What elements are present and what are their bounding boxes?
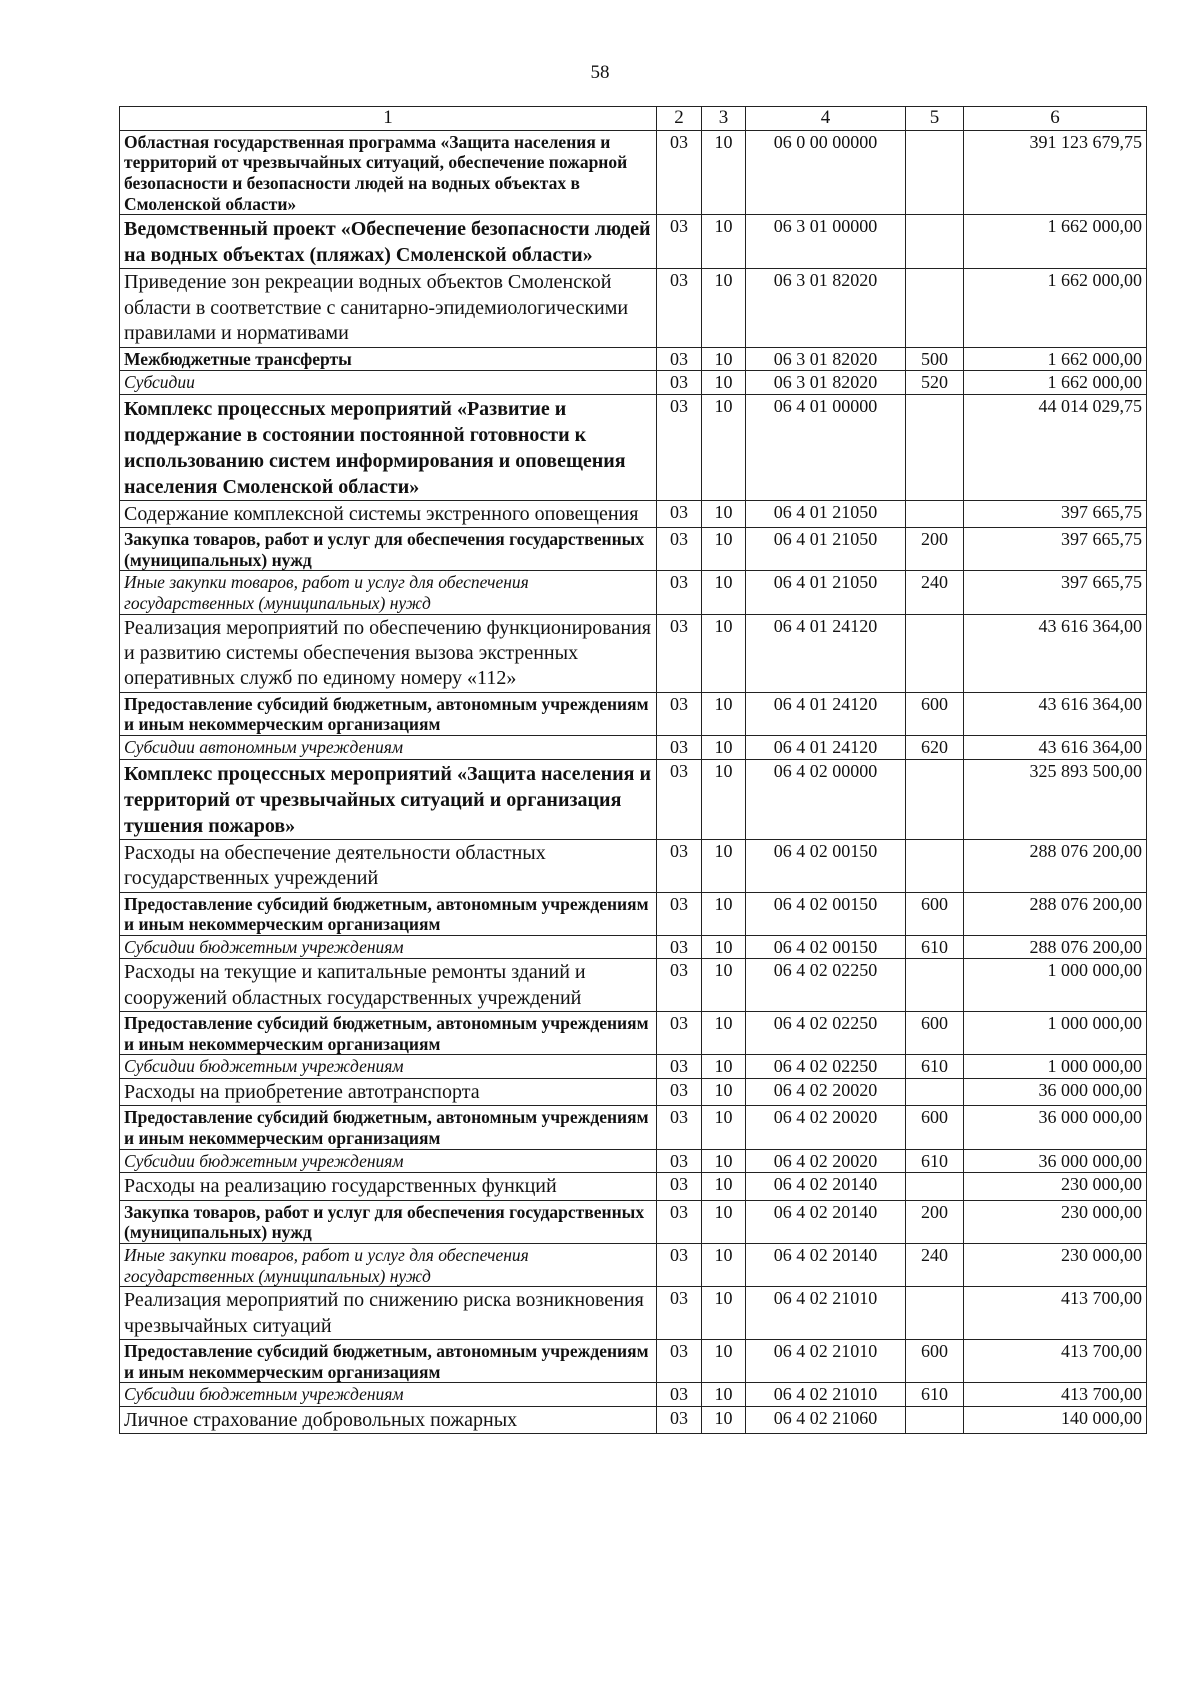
amount-cell: 36 000 000,00 <box>964 1149 1147 1173</box>
row-name-cell: Приведение зон рекреации водных объектов Смоленской области в соответствие с санитарно-эпидемиологическими правилами и нормативами <box>120 269 657 347</box>
table-row <box>120 614 1147 692</box>
table-row <box>120 1406 1147 1433</box>
target-article-cell: 06 4 01 00000 <box>746 394 906 500</box>
expense-type-cell: 600 <box>906 692 964 735</box>
section-code-cell: 03 <box>657 1200 702 1243</box>
amount-cell: 36 000 000,00 <box>964 1079 1147 1106</box>
table-row <box>120 839 1147 892</box>
table-row <box>120 130 1147 215</box>
amount-cell: 43 616 364,00 <box>964 736 1147 760</box>
section-code-cell: 03 <box>657 1243 702 1286</box>
amount-cell: 1 000 000,00 <box>964 1055 1147 1079</box>
header-row <box>120 107 1147 131</box>
table-row <box>120 1243 1147 1286</box>
expense-type-cell: 240 <box>906 1243 964 1286</box>
row-name-cell: Субсидии бюджетным учреждениям <box>120 935 657 959</box>
section-code-cell: 03 <box>657 692 702 735</box>
expense-type-cell <box>906 839 964 892</box>
table-row <box>120 1200 1147 1243</box>
amount-cell: 397 665,75 <box>964 500 1147 527</box>
subsection-code-cell: 10 <box>702 1055 746 1079</box>
amount-cell: 397 665,75 <box>964 571 1147 614</box>
expense-type-cell: 200 <box>906 1200 964 1243</box>
row-name-cell: Комплекс процессных мероприятий «Защита населения и территорий от чрезвычайных ситуаций и организация тушения пожаров» <box>120 759 657 839</box>
header-col-4: 4 <box>746 107 906 131</box>
section-code-cell: 03 <box>657 1383 702 1407</box>
expense-type-cell: 610 <box>906 1055 964 1079</box>
section-code-cell: 03 <box>657 892 702 935</box>
table-row <box>120 347 1147 371</box>
amount-cell: 1 662 000,00 <box>964 347 1147 371</box>
target-article-cell: 06 3 01 82020 <box>746 347 906 371</box>
amount-cell: 230 000,00 <box>964 1243 1147 1286</box>
expense-type-cell <box>906 394 964 500</box>
target-article-cell: 06 4 02 00150 <box>746 892 906 935</box>
table-row <box>120 1079 1147 1106</box>
target-article-cell: 06 4 01 24120 <box>746 614 906 692</box>
target-article-cell: 06 4 02 21060 <box>746 1406 906 1433</box>
amount-cell: 1 662 000,00 <box>964 269 1147 347</box>
expense-type-cell <box>906 500 964 527</box>
expense-type-cell: 620 <box>906 736 964 760</box>
expense-type-cell <box>906 1173 964 1200</box>
row-name-cell: Расходы на реализацию государственных функций <box>120 1173 657 1200</box>
subsection-code-cell: 10 <box>702 839 746 892</box>
target-article-cell: 06 4 02 00150 <box>746 935 906 959</box>
expense-type-cell: 610 <box>906 1383 964 1407</box>
expense-type-cell <box>906 614 964 692</box>
section-code-cell: 03 <box>657 130 702 215</box>
section-code-cell: 03 <box>657 1106 702 1149</box>
amount-cell: 413 700,00 <box>964 1287 1147 1340</box>
table-row <box>120 892 1147 935</box>
target-article-cell: 06 4 02 21010 <box>746 1287 906 1340</box>
section-code-cell: 03 <box>657 1055 702 1079</box>
table-row <box>120 269 1147 347</box>
section-code-cell: 03 <box>657 1287 702 1340</box>
subsection-code-cell: 10 <box>702 614 746 692</box>
row-name-cell: Расходы на обеспечение деятельности областных государственных учреждений <box>120 839 657 892</box>
row-name-cell: Закупка товаров, работ и услуг для обеспечения государственных (муниципальных) нужд <box>120 1200 657 1243</box>
subsection-code-cell: 10 <box>702 1340 746 1383</box>
subsection-code-cell: 10 <box>702 571 746 614</box>
row-name-cell: Предоставление субсидий бюджетным, автономным учреждениям и иным некоммерческим организациям <box>120 1340 657 1383</box>
subsection-code-cell: 10 <box>702 1287 746 1340</box>
amount-cell: 1 662 000,00 <box>964 371 1147 395</box>
expense-type-cell <box>906 1406 964 1433</box>
expense-type-cell <box>906 130 964 215</box>
expense-type-cell <box>906 215 964 269</box>
subsection-code-cell: 10 <box>702 347 746 371</box>
page-number: 58 <box>590 62 610 83</box>
table-row <box>120 1287 1147 1340</box>
subsection-code-cell: 10 <box>702 1200 746 1243</box>
table-row <box>120 371 1147 395</box>
target-article-cell: 06 4 02 20140 <box>746 1200 906 1243</box>
row-name-cell: Областная государственная программа «Защита населения и территорий от чрезвычайных ситуаций, обеспечение пожарной безопасности и безопасности людей на водных объектах в Смоленской области» <box>120 130 657 215</box>
header-col-6: 6 <box>964 107 1147 131</box>
amount-cell: 140 000,00 <box>964 1406 1147 1433</box>
row-name-cell: Личное страхование добровольных пожарных <box>120 1406 657 1433</box>
section-code-cell: 03 <box>657 1149 702 1173</box>
row-name-cell: Ведомственный проект «Обеспечение безопасности людей на водных объектах (пляжах) Смоленской области» <box>120 215 657 269</box>
expense-type-cell: 600 <box>906 1340 964 1383</box>
section-code-cell: 03 <box>657 394 702 500</box>
expense-type-cell <box>906 1079 964 1106</box>
target-article-cell: 06 4 02 20020 <box>746 1079 906 1106</box>
table-row <box>120 215 1147 269</box>
target-article-cell: 06 4 02 20140 <box>746 1173 906 1200</box>
row-name-cell: Предоставление субсидий бюджетным, автономным учреждениям и иным некоммерческим организациям <box>120 692 657 735</box>
row-name-cell: Субсидии бюджетным учреждениям <box>120 1055 657 1079</box>
target-article-cell: 06 4 02 02250 <box>746 1055 906 1079</box>
expense-type-cell: 240 <box>906 571 964 614</box>
table-row <box>120 692 1147 735</box>
row-name-cell: Закупка товаров, работ и услуг для обеспечения государственных (муниципальных) нужд <box>120 528 657 571</box>
section-code-cell: 03 <box>657 959 702 1012</box>
table-row <box>120 959 1147 1012</box>
amount-cell: 325 893 500,00 <box>964 759 1147 839</box>
target-article-cell: 06 4 01 24120 <box>746 692 906 735</box>
amount-cell: 44 014 029,75 <box>964 394 1147 500</box>
amount-cell: 288 076 200,00 <box>964 892 1147 935</box>
subsection-code-cell: 10 <box>702 130 746 215</box>
subsection-code-cell: 10 <box>702 1406 746 1433</box>
subsection-code-cell: 10 <box>702 394 746 500</box>
row-name-cell: Реализация мероприятий по снижению риска возникновения чрезвычайных ситуаций <box>120 1287 657 1340</box>
section-code-cell: 03 <box>657 571 702 614</box>
section-code-cell: 03 <box>657 614 702 692</box>
subsection-code-cell: 10 <box>702 1079 746 1106</box>
row-name-cell: Содержание комплексной системы экстренного оповещения <box>120 500 657 527</box>
row-name-cell: Субсидии <box>120 371 657 395</box>
subsection-code-cell: 10 <box>702 1012 746 1055</box>
section-code-cell: 03 <box>657 759 702 839</box>
expense-type-cell: 600 <box>906 1012 964 1055</box>
row-name-cell: Расходы на приобретение автотранспорта <box>120 1079 657 1106</box>
table-row <box>120 736 1147 760</box>
row-name-cell: Межбюджетные трансферты <box>120 347 657 371</box>
section-code-cell: 03 <box>657 347 702 371</box>
target-article-cell: 06 4 01 24120 <box>746 736 906 760</box>
section-code-cell: 03 <box>657 500 702 527</box>
target-article-cell: 06 4 01 21050 <box>746 500 906 527</box>
target-article-cell: 06 4 01 21050 <box>746 528 906 571</box>
header-col-2: 2 <box>657 107 702 131</box>
expense-type-cell <box>906 1287 964 1340</box>
target-article-cell: 06 4 01 21050 <box>746 571 906 614</box>
target-article-cell: 06 4 02 21010 <box>746 1383 906 1407</box>
amount-cell: 1 662 000,00 <box>964 215 1147 269</box>
expense-type-cell: 600 <box>906 1106 964 1149</box>
row-name-cell: Субсидии бюджетным учреждениям <box>120 1149 657 1173</box>
subsection-code-cell: 10 <box>702 736 746 760</box>
amount-cell: 397 665,75 <box>964 528 1147 571</box>
row-name-cell: Субсидии автономным учреждениям <box>120 736 657 760</box>
amount-cell: 413 700,00 <box>964 1340 1147 1383</box>
section-code-cell: 03 <box>657 1079 702 1106</box>
target-article-cell: 06 4 02 20020 <box>746 1106 906 1149</box>
section-code-cell: 03 <box>657 269 702 347</box>
amount-cell: 391 123 679,75 <box>964 130 1147 215</box>
expense-type-cell <box>906 959 964 1012</box>
section-code-cell: 03 <box>657 839 702 892</box>
target-article-cell: 06 3 01 82020 <box>746 371 906 395</box>
row-name-cell: Предоставление субсидий бюджетным, автономным учреждениям и иным некоммерческим организациям <box>120 892 657 935</box>
amount-cell: 1 000 000,00 <box>964 959 1147 1012</box>
table-row <box>120 1149 1147 1173</box>
subsection-code-cell: 10 <box>702 371 746 395</box>
target-article-cell: 06 3 01 82020 <box>746 269 906 347</box>
section-code-cell: 03 <box>657 1012 702 1055</box>
header-col-3: 3 <box>702 107 746 131</box>
target-article-cell: 06 4 02 00150 <box>746 839 906 892</box>
row-name-cell: Реализация мероприятий по обеспечению функционирования и развитию системы обеспечения вызова экстренных оперативных служб по единому номеру «112» <box>120 614 657 692</box>
expense-type-cell: 600 <box>906 892 964 935</box>
row-name-cell: Предоставление субсидий бюджетным, автономным учреждениям и иным некоммерческим организациям <box>120 1012 657 1055</box>
subsection-code-cell: 10 <box>702 959 746 1012</box>
expense-type-cell: 610 <box>906 935 964 959</box>
amount-cell: 43 616 364,00 <box>964 614 1147 692</box>
table-row <box>120 1012 1147 1055</box>
amount-cell: 1 000 000,00 <box>964 1012 1147 1055</box>
amount-cell: 230 000,00 <box>964 1173 1147 1200</box>
subsection-code-cell: 10 <box>702 269 746 347</box>
expense-type-cell: 520 <box>906 371 964 395</box>
header-col-1: 1 <box>120 107 657 131</box>
table-row <box>120 1055 1147 1079</box>
amount-cell: 413 700,00 <box>964 1383 1147 1407</box>
subsection-code-cell: 10 <box>702 215 746 269</box>
expense-type-cell: 610 <box>906 1149 964 1173</box>
section-code-cell: 03 <box>657 1173 702 1200</box>
amount-cell: 230 000,00 <box>964 1200 1147 1243</box>
target-article-cell: 06 4 02 02250 <box>746 1012 906 1055</box>
subsection-code-cell: 10 <box>702 935 746 959</box>
subsection-code-cell: 10 <box>702 1106 746 1149</box>
table-row <box>120 1340 1147 1383</box>
section-code-cell: 03 <box>657 1340 702 1383</box>
row-name-cell: Субсидии бюджетным учреждениям <box>120 1383 657 1407</box>
target-article-cell: 06 4 02 20020 <box>746 1149 906 1173</box>
row-name-cell: Иные закупки товаров, работ и услуг для обеспечения государственных (муниципальных) нужд <box>120 1243 657 1286</box>
row-name-cell: Иные закупки товаров, работ и услуг для обеспечения государственных (муниципальных) нужд <box>120 571 657 614</box>
section-code-cell: 03 <box>657 1406 702 1433</box>
subsection-code-cell: 10 <box>702 500 746 527</box>
expense-type-cell: 500 <box>906 347 964 371</box>
section-code-cell: 03 <box>657 528 702 571</box>
table-row <box>120 1173 1147 1200</box>
target-article-cell: 06 4 02 00000 <box>746 759 906 839</box>
target-article-cell: 06 0 00 00000 <box>746 130 906 215</box>
table-row <box>120 935 1147 959</box>
subsection-code-cell: 10 <box>702 1173 746 1200</box>
subsection-code-cell: 10 <box>702 528 746 571</box>
target-article-cell: 06 4 02 20140 <box>746 1243 906 1286</box>
row-name-cell: Комплекс процессных мероприятий «Развитие и поддержание в состоянии постоянной готовности к использованию систем информирования и оповещения населения Смоленской области» <box>120 394 657 500</box>
amount-cell: 43 616 364,00 <box>964 692 1147 735</box>
target-article-cell: 06 4 02 02250 <box>746 959 906 1012</box>
row-name-cell: Расходы на текущие и капитальные ремонты зданий и сооружений областных государственных учреждений <box>120 959 657 1012</box>
subsection-code-cell: 10 <box>702 692 746 735</box>
subsection-code-cell: 10 <box>702 1243 746 1286</box>
amount-cell: 288 076 200,00 <box>964 935 1147 959</box>
amount-cell: 288 076 200,00 <box>964 839 1147 892</box>
table-row <box>120 1383 1147 1407</box>
table-row <box>120 571 1147 614</box>
subsection-code-cell: 10 <box>702 892 746 935</box>
budget-table <box>119 106 1147 1434</box>
table-row <box>120 528 1147 571</box>
target-article-cell: 06 3 01 00000 <box>746 215 906 269</box>
subsection-code-cell: 10 <box>702 759 746 839</box>
subsection-code-cell: 10 <box>702 1383 746 1407</box>
section-code-cell: 03 <box>657 736 702 760</box>
section-code-cell: 03 <box>657 935 702 959</box>
section-code-cell: 03 <box>657 215 702 269</box>
table-row <box>120 394 1147 500</box>
table-row <box>120 500 1147 527</box>
amount-cell: 36 000 000,00 <box>964 1106 1147 1149</box>
table-row <box>120 759 1147 839</box>
header-col-5: 5 <box>906 107 964 131</box>
table-row <box>120 1106 1147 1149</box>
section-code-cell: 03 <box>657 371 702 395</box>
expense-type-cell <box>906 759 964 839</box>
target-article-cell: 06 4 02 21010 <box>746 1340 906 1383</box>
row-name-cell: Предоставление субсидий бюджетным, автономным учреждениям и иным некоммерческим организациям <box>120 1106 657 1149</box>
expense-type-cell: 200 <box>906 528 964 571</box>
expense-type-cell <box>906 269 964 347</box>
subsection-code-cell: 10 <box>702 1149 746 1173</box>
